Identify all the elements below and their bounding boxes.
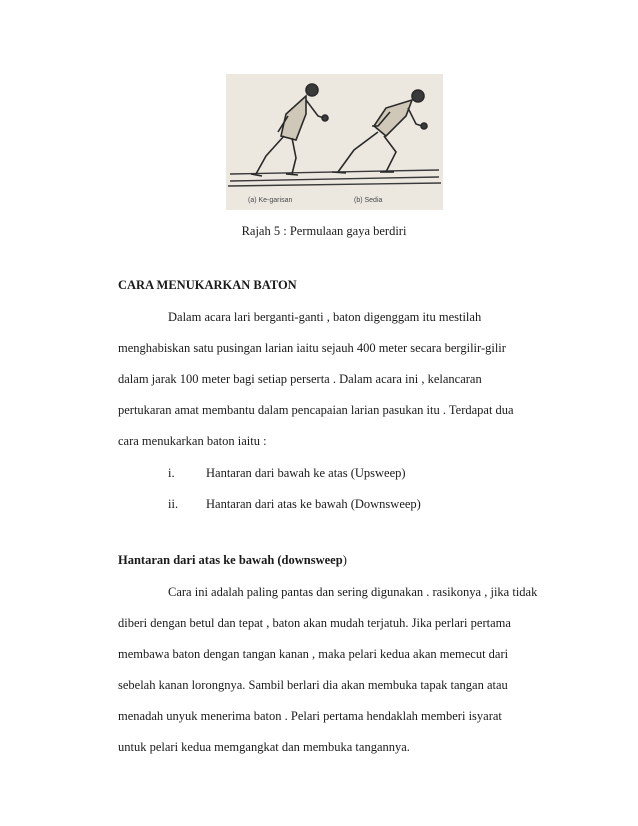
starting-position-figure <box>226 74 443 210</box>
paragraph-line: pertukaran amat membantu dalam pencapaian larian pasukan itu . Terdapat dua <box>118 403 514 417</box>
section-heading-baton: CARA MENUKARKAN BATON <box>118 278 297 292</box>
paragraph-line: cara menukarkan baton iaitu : <box>118 434 267 448</box>
list-item-number: i. <box>168 466 175 480</box>
paragraph-line: sebelah kanan lorongnya. Sambil berlari dia akan membuka tapak tangan atau <box>118 678 508 692</box>
paragraph-line: untuk pelari kedua memgangkat dan membuka tangannya. <box>118 740 410 754</box>
figure-label-b: (b) Sedia <box>354 197 383 204</box>
paragraph-line: Cara ini adalah paling pantas dan sering digunakan . rasikonya , jika tidak <box>168 585 538 599</box>
figure-label-a: (a) Ke-garisan <box>248 197 293 204</box>
paragraph-line: Dalam acara lari berganti-ganti , baton digenggam itu mestilah <box>168 310 482 324</box>
section-heading-bold: Hantaran dari atas ke bawah (downsweep <box>118 553 343 567</box>
list-item-text: Hantaran dari atas ke bawah (Downsweep) <box>206 497 421 511</box>
paragraph-line: menghabiskan satu pusingan larian iaitu sejauh 400 meter secara bergilir-gilir <box>118 341 506 355</box>
section-heading-tail: ) <box>342 553 347 567</box>
paragraph-line: diberi dengan betul dan tepat , baton akan mudah terjatuh. Jika perlari pertama <box>118 616 511 630</box>
paragraph-line: membawa baton dengan tangan kanan , maka pelari kedua akan memecut dari <box>118 647 509 661</box>
list-item-text: Hantaran dari bawah ke atas (Upsweep) <box>206 466 406 480</box>
paragraph-line: dalam jarak 100 meter bagi setiap perserta . Dalam acara ini , kelancaran <box>118 372 482 386</box>
list-item-number: ii. <box>168 497 179 511</box>
section-heading-downsweep <box>118 553 347 568</box>
paragraph-line: menadah unyuk menerima baton . Pelari pertama hendaklah memberi isyarat <box>118 709 502 723</box>
figure-caption: Rajah 5 : Permulaan gaya berdiri <box>241 224 407 238</box>
